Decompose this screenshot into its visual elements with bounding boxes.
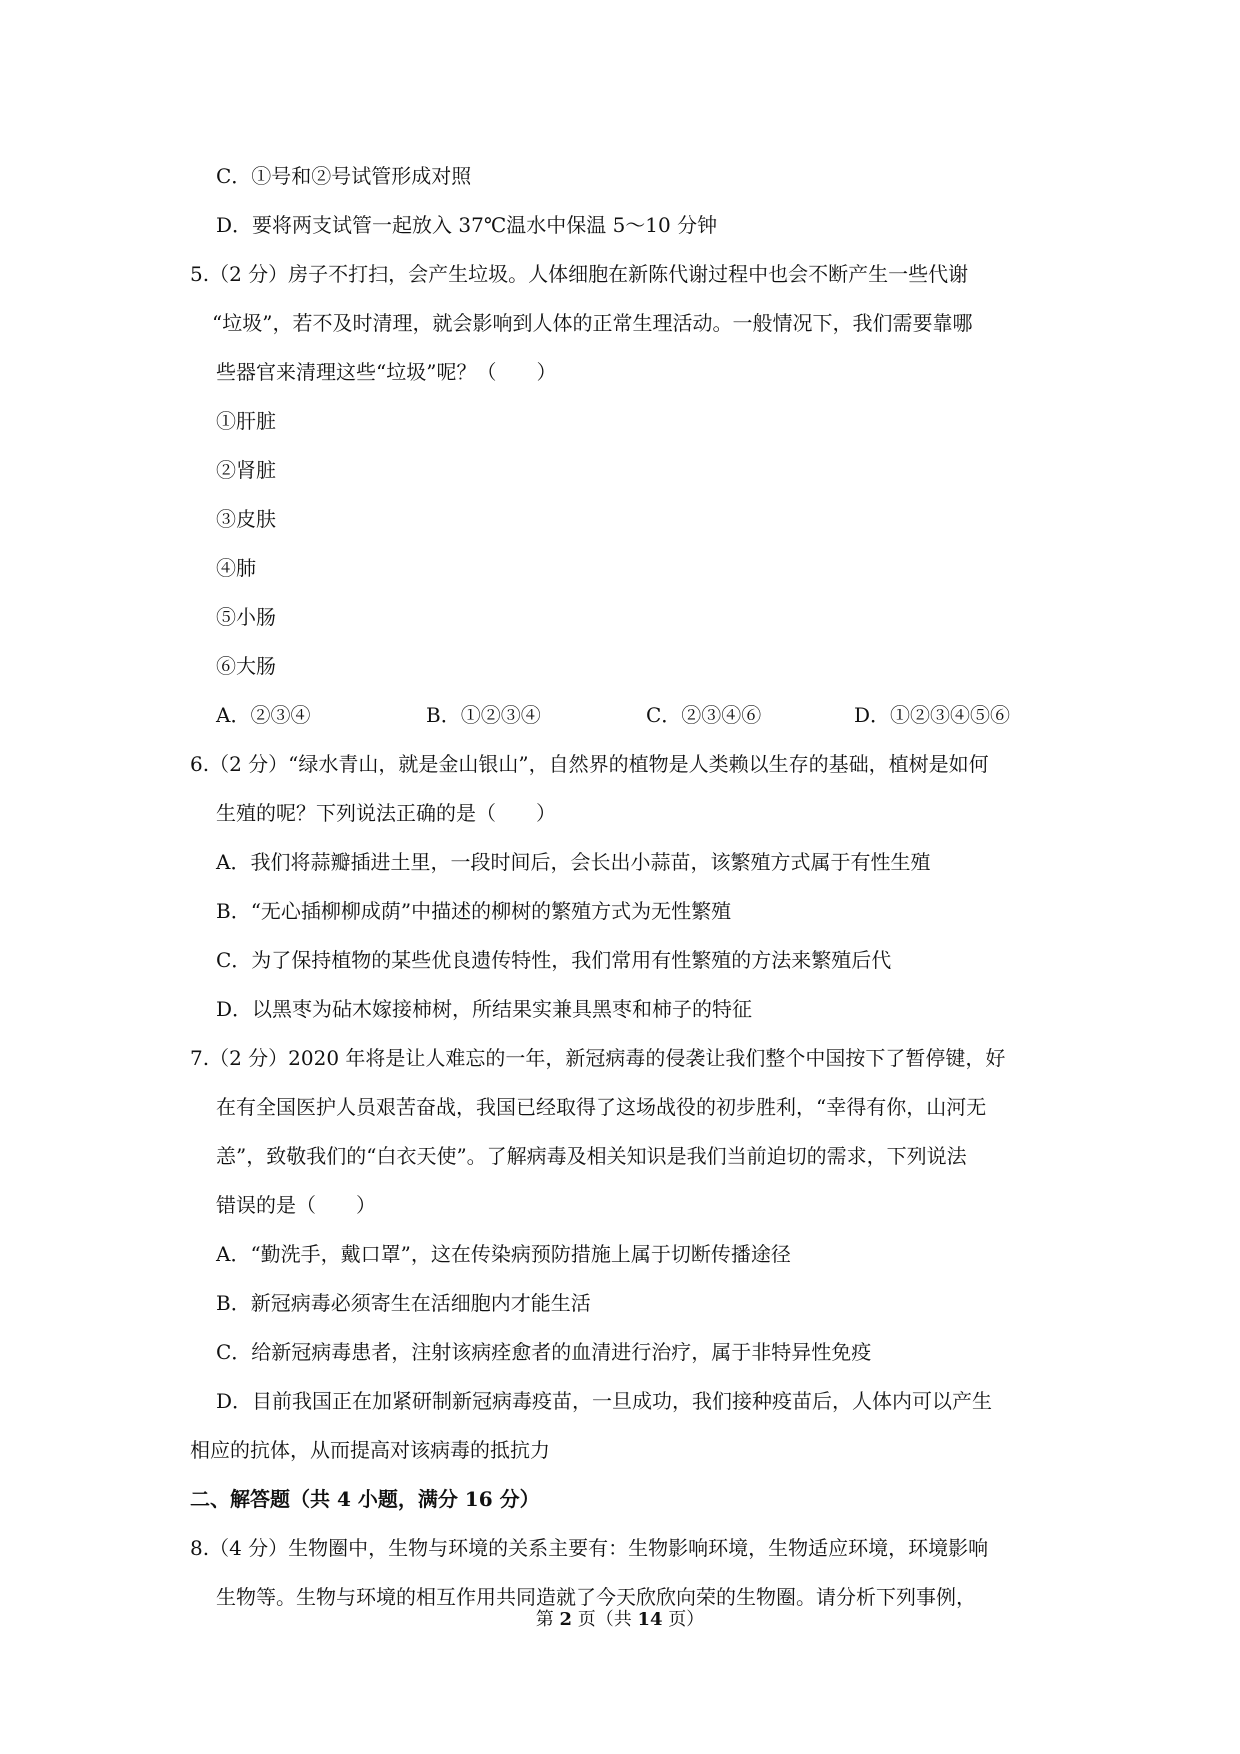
q6-option-c: C．为了保持植物的某些优良遗传特性，我们常用有性繁殖的方法来繁殖后代: [216, 948, 892, 972]
page-footer: [0, 1608, 1240, 1632]
q5-option-b: B．①②③④: [426, 703, 541, 727]
q8-stem-line-2: 生物等。生物与环境的相互作用共同造就了今天欣欣向荣的生物圈。请分析下列事例，: [216, 1585, 976, 1609]
footer-prefix: 第: [535, 1609, 554, 1630]
q4-option-d: D．要将两支试管一起放入 37℃温水中保温 5～10 分钟: [216, 213, 718, 237]
q6-option-b: B．“无心插柳柳成荫”中描述的柳树的繁殖方式为无性繁殖: [216, 899, 732, 923]
q5-option-a: A．②③④: [216, 703, 311, 727]
q7-option-d-line-2: 相应的抗体，从而提高对该病毒的抵抗力: [190, 1438, 550, 1462]
q6-option-a: A．我们将蒜瓣插进土里，一段时间后，会长出小蒜苗，该繁殖方式属于有性生殖: [216, 850, 931, 874]
q6-stem-line-1: 6.（2 分）“绿水青山，就是金山银山”，自然界的植物是人类赖以生存的基础，植树是如何: [190, 752, 989, 776]
q7-option-d-line-1: D．目前我国正在加紧研制新冠病毒疫苗，一旦成功，我们接种疫苗后，人体内可以产生: [216, 1389, 993, 1413]
q5-item-6: ⑥大肠: [216, 654, 276, 678]
q5-stem-line-1: 5.（2 分）房子不打扫，会产生垃圾。人体细胞在新陈代谢过程中也会不断产生一些代谢: [190, 262, 969, 286]
q4-option-c: C．①号和②号试管形成对照: [216, 164, 472, 188]
q5-item-4: ④肺: [216, 556, 256, 580]
q5-option-c: C．②③④⑥: [646, 703, 762, 727]
q5-item-1: ①肝脏: [216, 409, 276, 433]
footer-total-pages: 14: [637, 1609, 663, 1630]
q5-options-row: [0, 701, 1240, 729]
q7-option-b: B．新冠病毒必须寄生在活细胞内才能生活: [216, 1291, 591, 1315]
footer-suffix: 页）: [668, 1609, 705, 1630]
q5-stem-line-2: “垃圾”，若不及时清理，就会影响到人体的正常生理活动。一般情况下，我们需要靠哪: [212, 311, 973, 335]
q7-stem-line-2: 在有全国医护人员艰苦奋战，我国已经取得了这场战役的初步胜利，“幸得有你，山河无: [216, 1095, 987, 1119]
q7-stem-line-1: 7.（2 分）2020 年将是让人难忘的一年，新冠病毒的侵袭让我们整个中国按下了暂停键，好: [190, 1046, 1006, 1070]
q7-stem-line-3: 恙”，致敬我们的“白衣天使”。了解病毒及相关知识是我们当前迫切的需求，下列说法: [216, 1144, 967, 1168]
q5-stem-line-3: 些器官来清理这些“垃圾”呢？（ ）: [216, 360, 557, 384]
q8-stem-line-1: 8.（4 分）生物圈中，生物与环境的关系主要有：生物影响环境，生物适应环境，环境影响: [190, 1536, 989, 1560]
footer-page-number: 2: [559, 1609, 572, 1630]
q6-option-d: D．以黑枣为砧木嫁接柿树，所结果实兼具黑枣和柿子的特征: [216, 997, 753, 1021]
q7-option-c: C．给新冠病毒患者，注射该病痊愈者的血清进行治疗，属于非特异性免疫: [216, 1340, 872, 1364]
section-heading: 二、解答题（共 4 小题，满分 16 分）: [190, 1487, 540, 1511]
q5-item-2: ②肾脏: [216, 458, 276, 482]
q6-stem-line-2: 生殖的呢？下列说法正确的是（ ）: [216, 801, 556, 825]
footer-middle: 页（共: [577, 1609, 632, 1630]
q7-option-a: A．“勤洗手，戴口罩”，这在传染病预防措施上属于切断传播途径: [216, 1242, 791, 1266]
q7-stem-line-4: 错误的是（ ）: [216, 1193, 376, 1217]
q5-option-d: D．①②③④⑤⑥: [854, 703, 1011, 727]
q5-item-5: ⑤小肠: [216, 605, 276, 629]
q5-item-3: ③皮肤: [216, 507, 276, 531]
